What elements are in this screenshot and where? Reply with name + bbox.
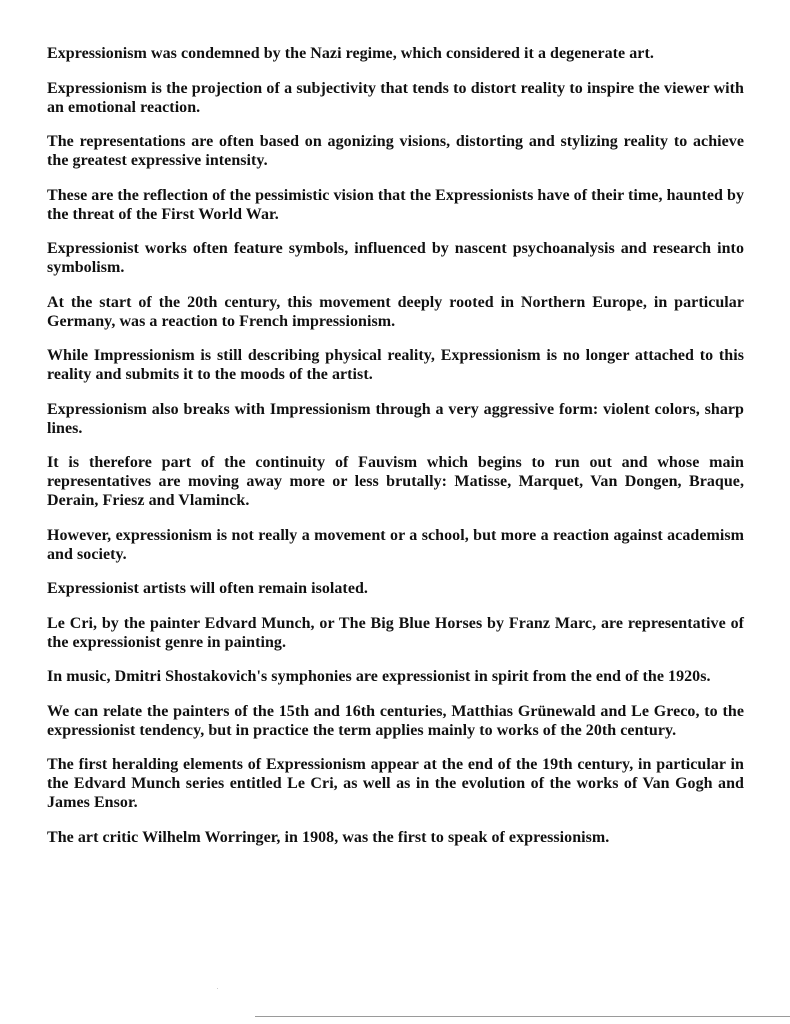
paragraph-4: These are the reflection of the pessimistic vision that the Expressionists have of their time, haunted by the threat of the First World War.	[47, 186, 744, 223]
paragraph-9: It is therefore part of the continuity of Fauvism which begins to run out and whose main representatives are moving away more or less brutally: Matisse, Marquet, Van Dongen, Braque, Derain, Friesz and Vlaminck.	[47, 454, 744, 509]
paragraph-14: We can relate the painters of the 15th and 16th centuries, Matthias Grünewald and Le Greco, to the expressionist tendency, but in practice the term applies mainly to works of the 20th century.	[47, 702, 744, 739]
page-bottom-rule	[255, 1016, 790, 1017]
paragraph-6: At the start of the 20th century, this movement deeply rooted in Northern Europe, in particular Germany, was a reaction to French impressionism.	[47, 293, 744, 330]
paragraph-8: Expressionism also breaks with Impressionism through a very aggressive form: violent colors, sharp lines.	[47, 400, 744, 437]
paragraph-13: In music, Dmitri Shostakovich's symphonies are expressionist in spirit from the end of the 1920s.	[47, 668, 711, 685]
document-body	[47, 44, 744, 862]
paragraph-10: However, expressionism is not really a movement or a school, but more a reaction against academism and society.	[47, 526, 744, 563]
paragraph-7: While Impressionism is still describing physical reality, Expressionism is no longer attached to this reality and submits it to the moods of the artist.	[47, 347, 744, 383]
paragraph-5: Expressionist works often feature symbols, influenced by nascent psychoanalysis and research into symbolism.	[47, 240, 744, 276]
scan-speck	[217, 988, 218, 989]
paragraph-1: Expressionism was condemned by the Nazi regime, which considered it a degenerate art.	[47, 45, 654, 62]
paragraph-11: Expressionist artists will often remain isolated.	[47, 580, 368, 597]
paragraph-15: The first heralding elements of Expressionism appear at the end of the 19th century, in particular in the Edvard Munch series entitled Le Cri, as well as in the evolution of the works of Van Gogh and James Ensor.	[47, 756, 744, 811]
paragraph-3: The representations are often based on agonizing visions, distorting and stylizing reality to achieve the greatest expressive intensity.	[47, 133, 744, 169]
paragraph-12: Le Cri, by the painter Edvard Munch, or The Big Blue Horses by Franz Marc, are representative of the expressionist genre in painting.	[47, 614, 744, 651]
paragraph-16: The art critic Wilhelm Worringer, in 1908, was the first to speak of expressionism.	[47, 828, 610, 846]
paragraph-2: Expressionism is the projection of a subjectivity that tends to distort reality to inspire the viewer with an emotional reaction.	[47, 79, 744, 116]
